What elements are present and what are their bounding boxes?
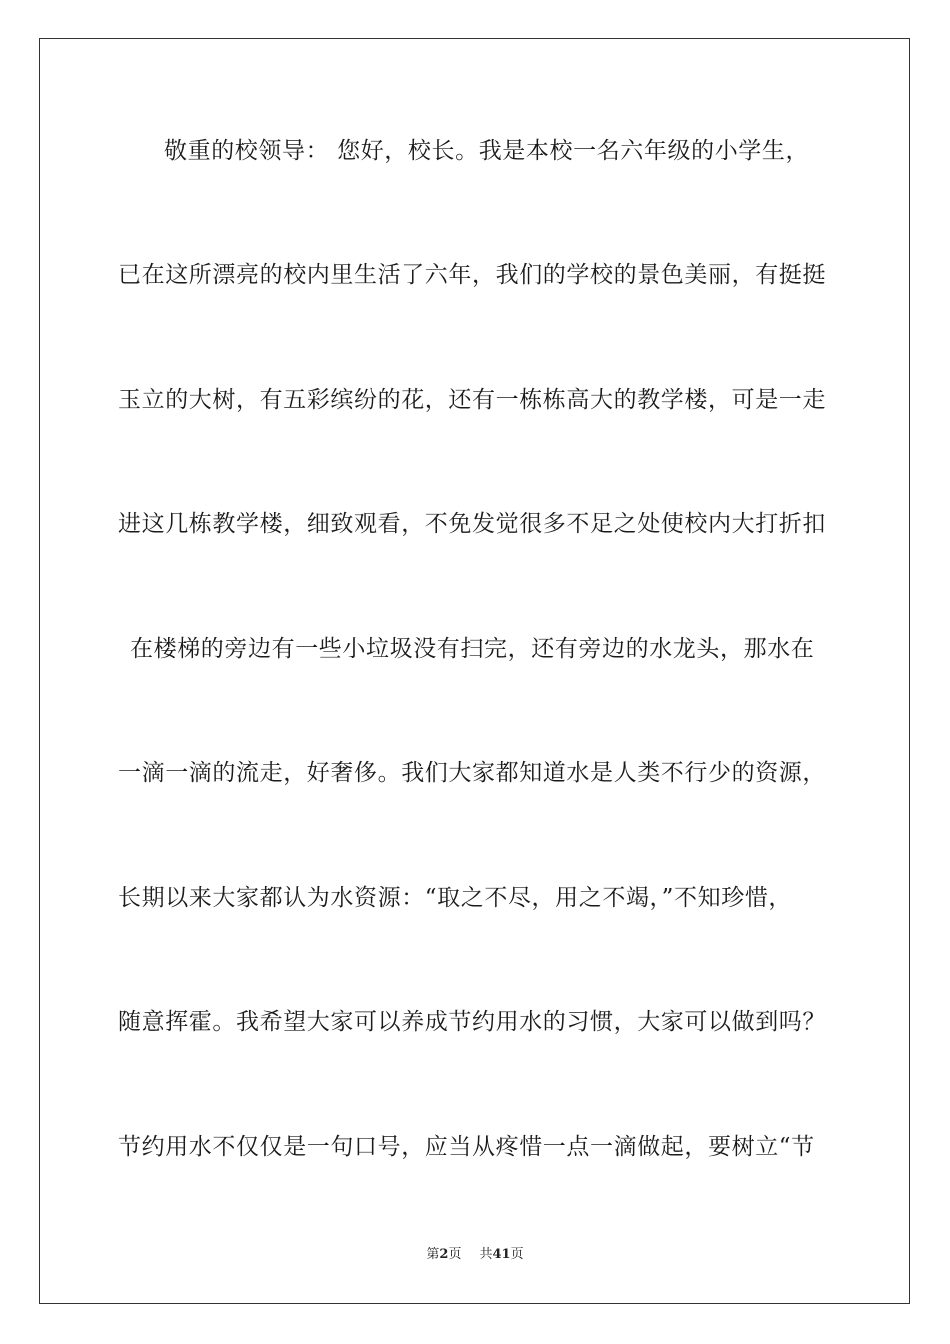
body-line-6: 一滴一滴的流走，好奢侈。我们大家都知道水是人类不行少的资源， — [118, 760, 826, 786]
body-line-3: 玉立的大树，有五彩缤纷的花，还有一栋栋高大的教学楼，可是一走 — [118, 387, 826, 413]
body-line-2: 已在这所漂亮的校内里生活了六年，我们的学校的景色美丽，有挺挺 — [118, 262, 826, 288]
total-prefix: 共 — [479, 1247, 493, 1262]
page-border — [39, 38, 910, 1304]
body-line-7: 长期以来大家都认为水资源：“取之不尽，用之不竭，”不知珍惜， — [118, 885, 793, 911]
body-line-4: 进这几栋教学楼，细致观看，不免发觉很多不足之处使校内大打折扣 — [118, 511, 826, 537]
body-line-8: 随意挥霍。我希望大家可以养成节约用水的习惯，大家可以做到吗？ — [118, 1009, 826, 1035]
page-prefix: 第 — [426, 1247, 440, 1262]
body-line-5: 在楼梯的旁边有一些小垃圾没有扫完，还有旁边的水龙头，那水在 — [130, 636, 815, 662]
body-line-9: 节约用水不仅仅是一句口号，应当从疼惜一点一滴做起，要树立“节 — [118, 1134, 815, 1160]
total-suffix: 页 — [510, 1247, 524, 1262]
body-line-1: 敬重的校领导： 您好，校长。我是本校一名六年级的小学生， — [164, 138, 810, 164]
page-footer — [0, 1247, 950, 1263]
total-pages: 41 — [492, 1247, 511, 1262]
page-number: 2 — [439, 1247, 449, 1262]
page-suffix: 页 — [448, 1247, 462, 1262]
